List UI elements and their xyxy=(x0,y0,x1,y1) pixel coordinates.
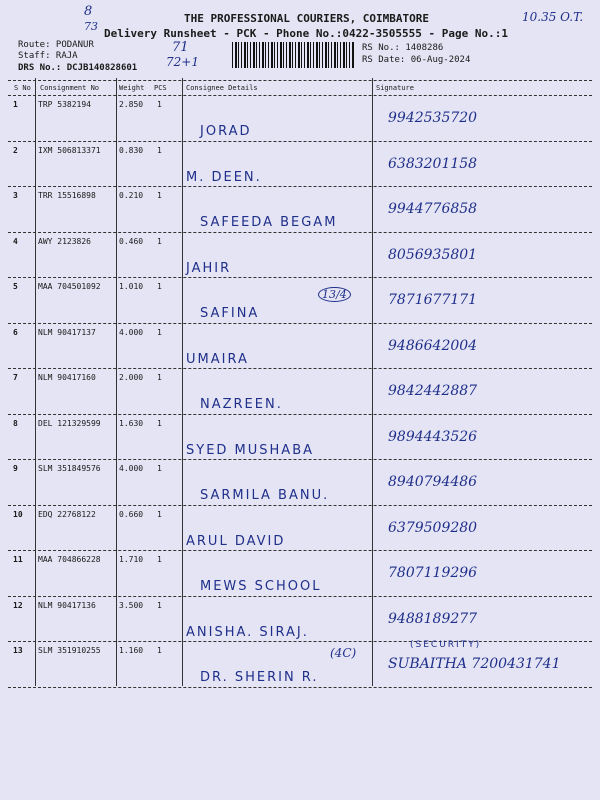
staff: Staff: RAJA xyxy=(18,51,78,61)
consignment-number: NLM 90417136 xyxy=(38,600,96,610)
delivered-count: 71 xyxy=(172,40,189,55)
consignment-number: TRP 5382194 xyxy=(38,100,91,109)
row-sno: 12 xyxy=(13,600,23,610)
signature: 6383201158 xyxy=(388,155,478,172)
row-separator xyxy=(8,414,592,415)
pieces: 1 xyxy=(157,236,162,246)
time-note: 10.35 O.T. xyxy=(522,10,584,24)
top-left-note-denominator: 73 xyxy=(84,20,98,33)
row-sno: 7 xyxy=(13,373,18,382)
col-header-weight: Weight xyxy=(119,84,145,92)
consignee-name: SYED MUSHABA xyxy=(186,442,315,458)
weight: 0.830 xyxy=(119,145,144,155)
col-header-sno: S No xyxy=(14,84,31,92)
top-left-note: 8 xyxy=(84,4,93,19)
table-top-rule xyxy=(8,80,592,81)
consignee-name: JAHIR xyxy=(186,260,232,276)
row-sno: 2 xyxy=(13,145,18,155)
signature: 7871677171 xyxy=(388,292,478,308)
row-separator xyxy=(8,232,592,233)
row-sno: 8 xyxy=(13,418,18,428)
signature: SUBAITHA 7200431741 xyxy=(388,656,561,672)
signature: 6379509280 xyxy=(388,519,478,536)
consignee-name: NAZREEN. xyxy=(200,397,283,412)
weight: 3.500 xyxy=(119,600,144,610)
row-separator xyxy=(8,550,592,551)
weight: 2.000 xyxy=(119,373,144,382)
consignment-number: NLM 90417160 xyxy=(38,373,96,382)
consignment-number: AWY 2123826 xyxy=(38,236,91,246)
consignment-number: EDQ 22768122 xyxy=(38,509,96,519)
consignment-number: SLM 351910255 xyxy=(38,646,101,655)
row-sno: 9 xyxy=(13,464,18,473)
signature: 9894443526 xyxy=(388,428,478,445)
pieces: 1 xyxy=(157,646,162,655)
col-header-signature: Signature xyxy=(376,84,414,92)
consignment-number: NLM 90417137 xyxy=(38,327,96,337)
row-separator xyxy=(8,323,592,324)
pieces: 1 xyxy=(157,327,162,337)
barcode xyxy=(232,42,354,68)
consignee-name: UMAIRA xyxy=(186,351,249,367)
row-separator xyxy=(8,596,592,597)
weight: 4.000 xyxy=(119,464,144,473)
row-separator xyxy=(8,141,592,142)
pieces: 1 xyxy=(157,100,162,109)
consignee-name: DR. SHERIN R. xyxy=(200,670,319,685)
runsheet-title: Delivery Runsheet - PCK - Phone No.:0422-3505555 - Page No.:1 xyxy=(104,27,508,40)
row-separator xyxy=(8,368,592,369)
row-separator xyxy=(8,277,592,278)
row-sno: 6 xyxy=(13,327,18,337)
row-12-note: (4C) xyxy=(330,646,357,660)
col-header-consignment: Consignment No xyxy=(40,84,100,92)
consignee-name: SARMILA BANU. xyxy=(200,488,330,503)
weight: 1.710 xyxy=(119,555,144,564)
pieces: 1 xyxy=(157,373,162,382)
weight: 1.010 xyxy=(119,282,144,291)
weight: 1.630 xyxy=(119,418,144,428)
row-12-security-note: (SECURITY) xyxy=(410,640,482,650)
delivered-count-total: 72+1 xyxy=(166,55,199,69)
consignment-number: TRR 15516898 xyxy=(38,191,96,200)
pieces: 1 xyxy=(157,145,162,155)
weight: 0.210 xyxy=(119,191,144,200)
col-header-consignee: Consignee Details xyxy=(186,84,258,92)
row-separator xyxy=(8,687,592,688)
signature: 9944776858 xyxy=(388,201,478,217)
company-name: THE PROFESSIONAL COURIERS, COIMBATORE xyxy=(184,12,430,25)
row-separator xyxy=(8,459,592,460)
consignment-number: DEL 121329599 xyxy=(38,418,101,428)
signature: 9488189277 xyxy=(388,610,478,627)
pieces: 1 xyxy=(157,191,162,200)
row-sno: 4 xyxy=(13,236,18,246)
col-header-pcs: PCS xyxy=(154,84,167,92)
signature: 7807119296 xyxy=(388,565,478,581)
row-sno: 1 xyxy=(13,100,18,109)
table-header-rule xyxy=(8,95,592,96)
consignment-number: SLM 351849576 xyxy=(38,464,101,473)
row-sno: 10 xyxy=(13,509,23,519)
row-sno: 13 xyxy=(13,646,23,655)
weight: 0.660 xyxy=(119,509,144,519)
consignee-name: ANISHA. SIRAJ. xyxy=(186,624,309,640)
signature: 9942535720 xyxy=(388,110,478,126)
row-separator xyxy=(8,186,592,187)
pieces: 1 xyxy=(157,418,162,428)
consignment-number: IXM 506813371 xyxy=(38,145,101,155)
drs-number: DRS No.: DCJB140828601 xyxy=(18,63,138,73)
signature: 9842442887 xyxy=(388,383,478,399)
row-sno: 11 xyxy=(13,555,23,564)
consignee-name: SAFINA xyxy=(200,306,260,321)
consignee-name: JORAD xyxy=(200,124,252,139)
signature: 8056935801 xyxy=(388,246,478,263)
consignment-number: MAA 704866228 xyxy=(38,555,101,564)
consignee-name: ARUL DAVID xyxy=(186,533,286,549)
weight: 4.000 xyxy=(119,327,144,337)
row-separator xyxy=(8,641,592,642)
signature: 8940794486 xyxy=(388,474,478,490)
row-sno: 5 xyxy=(13,282,18,291)
pieces: 1 xyxy=(157,509,162,519)
consignee-name: MEWS SCHOOL xyxy=(200,579,322,594)
row-5-note: 13/4 xyxy=(318,287,351,302)
route: Route: PODANUR xyxy=(18,40,94,50)
weight: 0.460 xyxy=(119,236,144,246)
rs-number: RS No.: 1408286 xyxy=(362,43,444,53)
consignment-number: MAA 704501092 xyxy=(38,282,101,291)
pieces: 1 xyxy=(157,464,162,473)
weight: 2.850 xyxy=(119,100,144,109)
row-separator xyxy=(8,505,592,506)
pieces: 1 xyxy=(157,282,162,291)
rs-date: RS Date: 06-Aug-2024 xyxy=(362,55,471,65)
consignee-name: SAFEEDA BEGAM xyxy=(200,215,338,230)
consignee-name: M. DEEN. xyxy=(186,169,262,185)
pieces: 1 xyxy=(157,600,162,610)
signature: 9486642004 xyxy=(388,337,478,354)
pieces: 1 xyxy=(157,555,162,564)
row-sno: 3 xyxy=(13,191,18,200)
weight: 1.160 xyxy=(119,646,144,655)
